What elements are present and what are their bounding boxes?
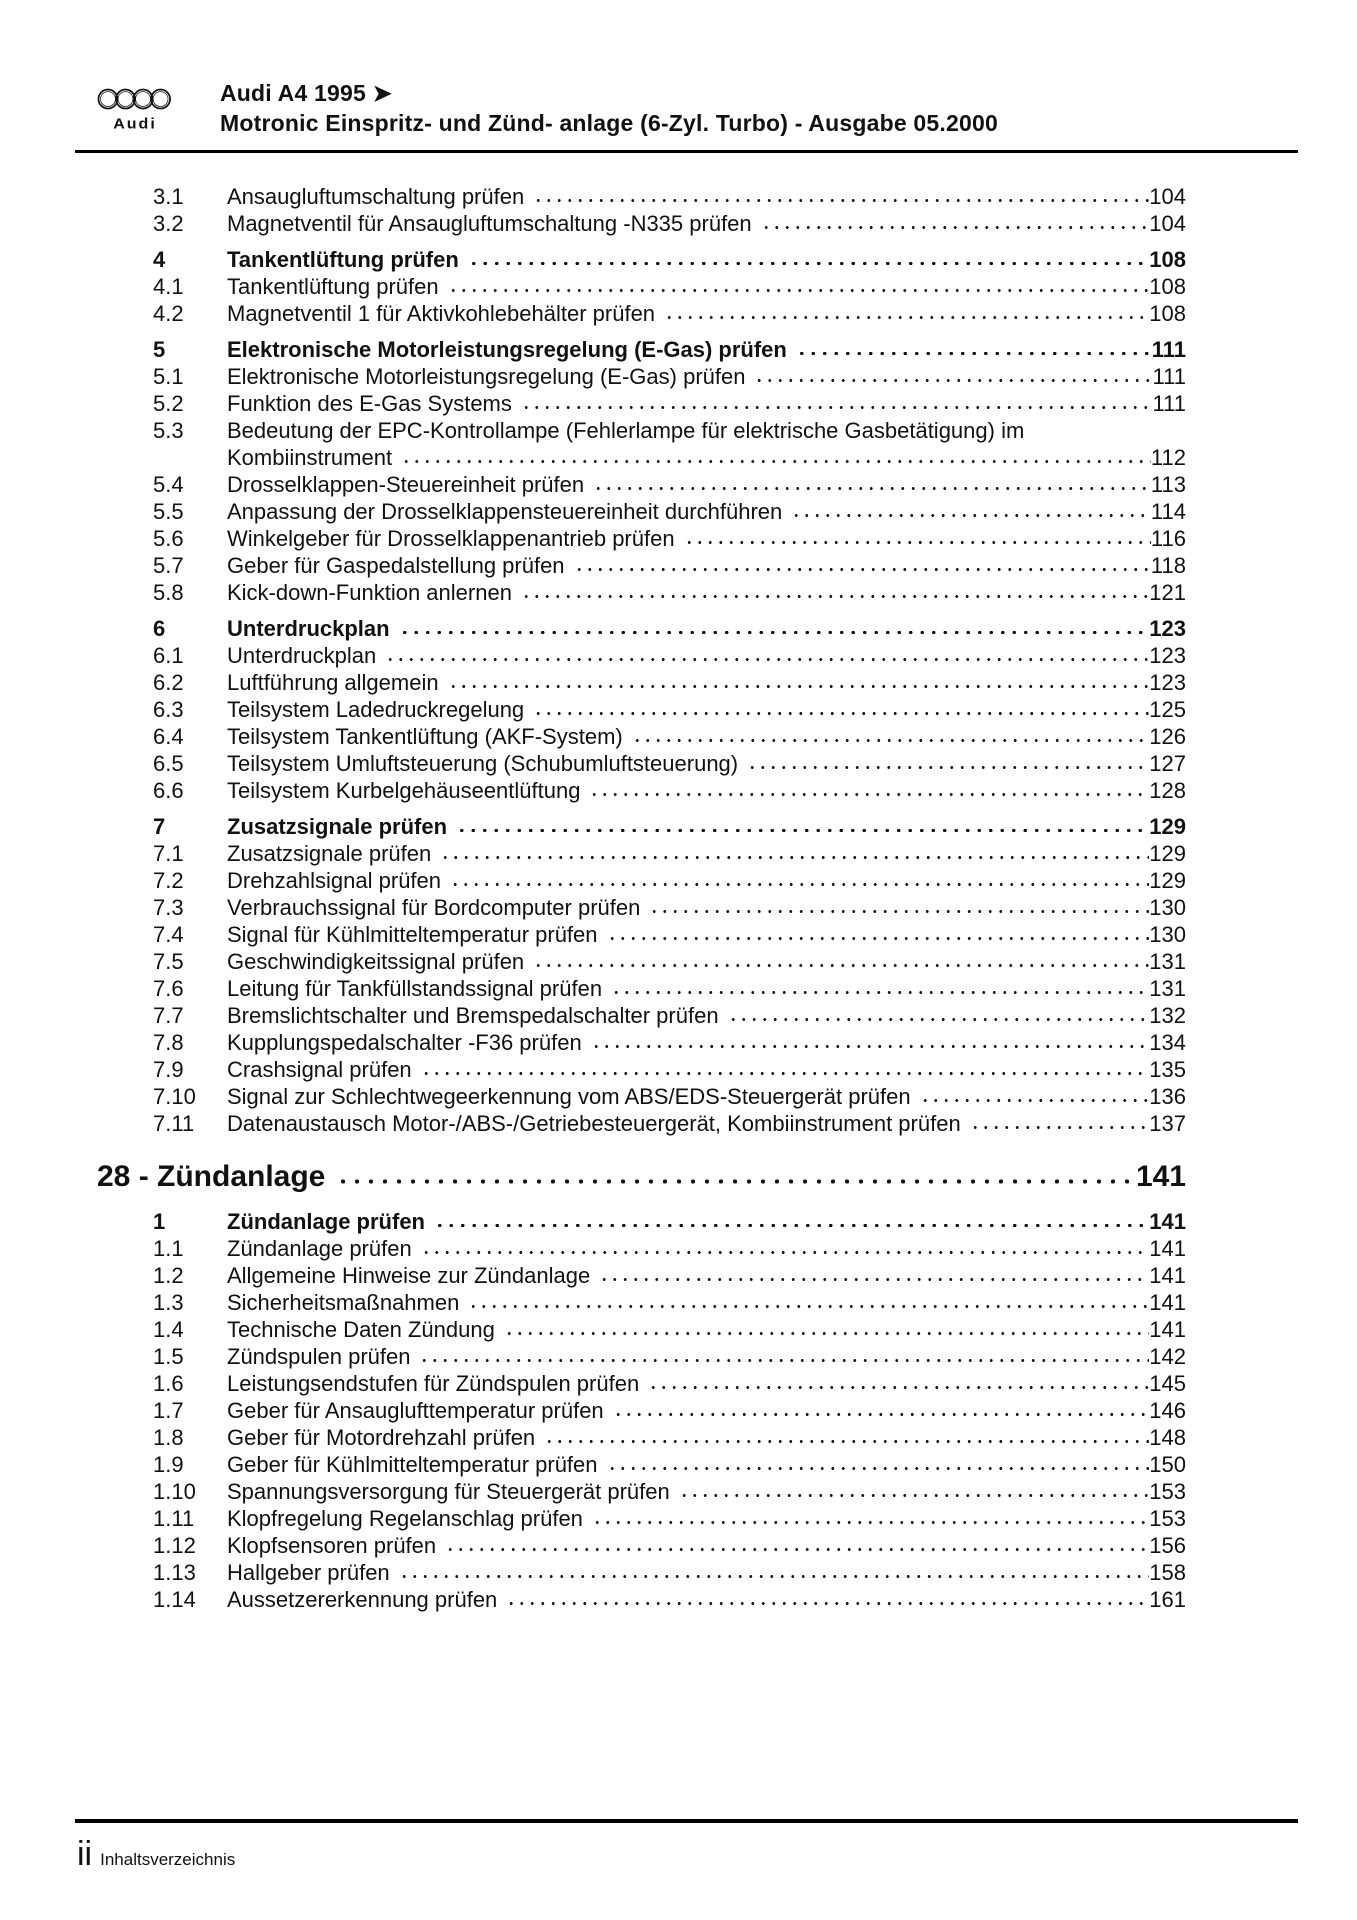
toc-row <box>0 390 1357 417</box>
toc-row <box>0 336 1357 363</box>
toc-entry-page: 112 <box>1150 445 1186 470</box>
toc-entry-page: 123 <box>1149 643 1186 668</box>
toc-entry-page: 148 <box>1149 1425 1186 1450</box>
toc-entry-title: Kick-down-Funktion anlernen <box>227 580 512 605</box>
toc-entry-title: Teilsystem Ladedruckregelung <box>227 697 525 722</box>
dot-leader <box>531 963 1149 969</box>
dot-leader <box>332 1178 1136 1186</box>
toc-entry-title: Sicherheitsmaßnahmen <box>227 1290 460 1315</box>
toc-row <box>0 1505 1357 1532</box>
toc-entry-title: Tankentlüftung prüfen <box>227 274 439 299</box>
toc-entry-title: Kombiinstrument <box>227 445 393 470</box>
dot-leader <box>419 1071 1150 1077</box>
toc-entry-title: Kupplungspedalschalter -F36 prüfen <box>227 1030 582 1055</box>
toc-entry-title: Leitung für Tankfüllstandssignal prüfen <box>227 976 603 1001</box>
dot-leader <box>647 909 1149 915</box>
toc-entry-number: 5.4 <box>153 472 184 497</box>
toc-entry-title: Geber für Ansauglufttemperatur prüfen <box>227 1398 604 1423</box>
toc-entry-title: Technische Daten Zündung <box>227 1317 495 1342</box>
toc-entry-title: Funktion des E-Gas Systems <box>227 391 512 416</box>
toc-entry-title: Bedeutung der EPC-Kontrollampe (Fehlerlampe für elektrische Gasbetätigung) im <box>227 418 1025 443</box>
toc-entry-page: 113 <box>1150 472 1186 497</box>
toc-entry-number: 6.5 <box>153 751 184 776</box>
dot-leader <box>399 459 1151 465</box>
toc-entry-number: 1.10 <box>153 1479 196 1504</box>
toc-entry-title: Aussetzererkennung prüfen <box>227 1587 498 1612</box>
dot-leader <box>597 1277 1149 1283</box>
footer-page-number: ii <box>77 1835 93 1873</box>
toc-entry-title: Winkelgeber für Drosselklappenantrieb prüfen <box>227 526 675 551</box>
toc-row <box>0 579 1357 606</box>
dot-leader <box>726 1017 1150 1023</box>
toc-entry-number: 7.3 <box>153 895 184 920</box>
dot-leader <box>383 657 1149 663</box>
toc-entry-number: 7.5 <box>153 949 184 974</box>
dot-leader <box>466 261 1149 267</box>
toc-entry-page: 131 <box>1149 976 1186 1001</box>
toc-entry-number: 1.1 <box>153 1236 184 1261</box>
toc-entry-number: 1.7 <box>153 1398 184 1423</box>
toc-entry-title: Ansaugluftumschaltung prüfen <box>227 184 525 209</box>
dot-leader <box>531 711 1149 717</box>
dot-leader <box>609 990 1149 996</box>
toc-entry-page: 121 <box>1149 580 1186 605</box>
toc-entry-page: 126 <box>1149 724 1186 749</box>
dot-leader <box>531 198 1149 204</box>
toc-entry-number: 4 <box>153 247 166 272</box>
toc-entry-title: Unterdruckplan <box>227 616 390 641</box>
dot-leader <box>419 1250 1150 1256</box>
dot-leader <box>466 1304 1149 1310</box>
dot-leader <box>591 486 1151 492</box>
toc-entry-title: 28 - Zündanlage <box>97 1160 326 1193</box>
toc-entry-page: 114 <box>1150 499 1186 524</box>
toc-entry-number: 4.2 <box>153 301 184 326</box>
dot-leader <box>759 225 1150 231</box>
toc-entry-title: Geber für Kühlmitteltemperatur prüfen <box>227 1452 598 1477</box>
toc-entry-title: Signal für Kühlmitteltemperatur prüfen <box>227 922 598 947</box>
toc-entry-page: 161 <box>1149 1587 1186 1612</box>
toc-entry-number: 5 <box>153 337 166 362</box>
toc-entry-number: 6.2 <box>153 670 184 695</box>
toc-row <box>0 1424 1357 1451</box>
toc-entry-title: Hallgeber prüfen <box>227 1560 390 1585</box>
dot-leader <box>794 351 1152 357</box>
toc-entry-number: 3.2 <box>153 211 184 236</box>
toc-row <box>0 210 1357 237</box>
dot-leader <box>611 1412 1150 1418</box>
dot-leader <box>454 828 1149 834</box>
toc-entry-page: 156 <box>1149 1533 1186 1558</box>
dot-leader <box>443 1547 1149 1553</box>
toc-entry-page: 146 <box>1149 1398 1186 1423</box>
dot-leader <box>504 1601 1149 1607</box>
toc-entry-number: 4.1 <box>153 274 184 299</box>
dot-leader <box>605 936 1150 942</box>
toc-row <box>0 1478 1357 1505</box>
toc-row <box>0 1056 1357 1083</box>
toc-entry-number: 1.8 <box>153 1425 184 1450</box>
toc-entry-title: Elektronische Motorleistungsregelung (E-Gas) prüfen <box>227 337 787 362</box>
toc-entry-page: 135 <box>1149 1057 1186 1082</box>
toc-entry-title: Bremslichtschalter und Bremspedalschalter prüfen <box>227 1003 719 1028</box>
toc-entry-page: 136 <box>1149 1084 1186 1109</box>
toc-entry-number: 1.6 <box>153 1371 184 1396</box>
toc-row <box>0 1029 1357 1056</box>
toc-entry-page: 141 <box>1149 1290 1186 1315</box>
toc-entry-number: 5.6 <box>153 526 184 551</box>
toc-entry-number: 1.12 <box>153 1533 196 1558</box>
toc-row <box>0 1083 1357 1110</box>
dot-leader <box>752 378 1152 384</box>
toc-entry-title: Magnetventil für Ansaugluftumschaltung -N335 prüfen <box>227 211 752 236</box>
toc-entry-title: Anpassung der Drosselklappensteuereinheit durchführen <box>227 499 783 524</box>
toc-entry-page: 153 <box>1149 1506 1186 1531</box>
toc-entry-number: 5.2 <box>153 391 184 416</box>
toc-entry-title: Luftführung allgemein <box>227 670 439 695</box>
toc-entry-title: Magnetventil 1 für Aktivkohlebehälter prüfen <box>227 301 656 326</box>
toc-row <box>0 669 1357 696</box>
dot-leader <box>605 1466 1150 1472</box>
toc-entry-page: 141 <box>1149 1263 1186 1288</box>
toc-entry-title: Klopfsensoren prüfen <box>227 1533 437 1558</box>
toc-row <box>0 1208 1357 1235</box>
toc-row <box>0 183 1357 210</box>
toc-row <box>0 273 1357 300</box>
dot-leader <box>448 882 1149 888</box>
toc-row <box>0 1289 1357 1316</box>
toc-entry-title: Spannungsversorgung für Steuergerät prüfen <box>227 1479 670 1504</box>
toc-entry-title: Drosselklappen-Steuereinheit prüfen <box>227 472 585 497</box>
toc-entry-title: Tankentlüftung prüfen <box>227 247 459 272</box>
toc-row <box>0 777 1357 804</box>
toc-entry-number: 1.14 <box>153 1587 196 1612</box>
toc-entry-title: Geber für Gaspedalstellung prüfen <box>227 553 565 578</box>
toc-entry-page: 137 <box>1149 1111 1186 1136</box>
toc-entry-page: 134 <box>1149 1030 1186 1055</box>
dot-leader <box>745 765 1149 771</box>
toc-entry-page: 111 <box>1152 364 1186 389</box>
dot-leader <box>662 315 1149 321</box>
toc-entry-number: 7.11 <box>153 1111 195 1136</box>
toc-entry-page: 153 <box>1149 1479 1186 1504</box>
toc-entry-title: Verbrauchssignal für Bordcomputer prüfen <box>227 895 641 920</box>
header-titles <box>220 78 1300 138</box>
toc-entry-page: 123 <box>1149 616 1186 641</box>
toc-row <box>0 498 1357 525</box>
toc-row <box>0 642 1357 669</box>
footer-divider <box>75 1819 1298 1823</box>
toc-entry-number: 1.11 <box>153 1506 195 1531</box>
header-title-line1: Audi A4 1995 ➤ <box>220 80 393 106</box>
toc-row <box>0 552 1357 579</box>
toc-row <box>0 813 1357 840</box>
toc-entry-number: 6.3 <box>153 697 184 722</box>
toc-row <box>0 1262 1357 1289</box>
dot-leader <box>677 1493 1150 1499</box>
audi-logo <box>95 86 175 134</box>
toc-entry-number: 7.4 <box>153 922 184 947</box>
toc-entry-page: 128 <box>1149 778 1186 803</box>
footer-label: Inhaltsverzeichnis <box>100 1850 236 1869</box>
toc-entry-page: 141 <box>1149 1317 1186 1342</box>
toc-entry-title: Zusatzsignale prüfen <box>227 814 448 839</box>
toc-entry-number: 1 <box>153 1209 166 1234</box>
page-footer <box>77 1836 235 1872</box>
toc-entry-title: Klopfregelung Regelanschlag prüfen <box>227 1506 583 1531</box>
toc-entry-page: 127 <box>1149 751 1186 776</box>
toc-entry-page: 132 <box>1149 1003 1186 1028</box>
toc-entry-number: 1.3 <box>153 1290 184 1315</box>
toc-row <box>0 1586 1357 1613</box>
toc-chapter-row <box>0 1155 1357 1199</box>
toc-entry-number: 5.8 <box>153 580 184 605</box>
dot-leader <box>590 1520 1149 1526</box>
toc-entry-page: 129 <box>1149 841 1186 866</box>
toc-entry-page: 129 <box>1149 868 1186 893</box>
toc-entry-title: Zündanlage prüfen <box>227 1209 425 1234</box>
toc-entry-title: Leistungsendstufen für Zündspulen prüfen <box>227 1371 640 1396</box>
toc-row <box>0 840 1357 867</box>
dot-leader <box>572 567 1151 573</box>
toc-row <box>0 417 1357 444</box>
dot-leader <box>446 288 1150 294</box>
toc-entry-number: 7.7 <box>153 1003 184 1028</box>
toc-row <box>0 1002 1357 1029</box>
toc-entry-number: 5.3 <box>153 418 184 443</box>
dot-leader <box>397 630 1150 636</box>
toc-entry-page: 141 <box>1149 1209 1186 1234</box>
dot-leader <box>968 1125 1150 1131</box>
dot-leader <box>502 1331 1149 1337</box>
toc-entry-number: 6 <box>153 616 166 641</box>
toc-entry-page: 108 <box>1149 301 1186 326</box>
toc-row <box>0 1316 1357 1343</box>
toc-entry-page: 130 <box>1149 922 1186 947</box>
toc-entry-title: Drehzahlsignal prüfen <box>227 868 442 893</box>
dot-leader <box>542 1439 1149 1445</box>
toc-entry-page: 111 <box>1151 337 1186 362</box>
toc-row <box>0 471 1357 498</box>
dot-leader <box>432 1223 1149 1229</box>
toc-entry-number: 6.1 <box>153 643 184 668</box>
toc-entry-page: 158 <box>1149 1560 1186 1585</box>
toc-row <box>0 1235 1357 1262</box>
toc-entry-title: Geber für Motordrehzahl prüfen <box>227 1425 536 1450</box>
toc-entry-number: 1.9 <box>153 1452 184 1477</box>
dot-leader <box>918 1098 1150 1104</box>
toc-row <box>0 867 1357 894</box>
header-divider <box>75 150 1298 153</box>
toc-row <box>0 975 1357 1002</box>
toc-entry-number: 7.9 <box>153 1057 184 1082</box>
toc-entry-title: Teilsystem Tankentlüftung (AKF-System) <box>227 724 623 749</box>
dot-leader <box>446 684 1150 690</box>
toc-entry-number: 7.1 <box>153 841 184 866</box>
toc-row <box>0 1110 1357 1137</box>
toc-entry-page: 141 <box>1135 1160 1186 1193</box>
toc-entry-title: Geschwindigkeitssignal prüfen <box>227 949 525 974</box>
toc-entry-page: 108 <box>1149 247 1186 272</box>
toc-row <box>0 1397 1357 1424</box>
toc-row <box>0 300 1357 327</box>
toc-entry-title: Allgemeine Hinweise zur Zündanlage <box>227 1263 591 1288</box>
toc-row <box>0 723 1357 750</box>
toc-row <box>0 1559 1357 1586</box>
toc-entry-title: Unterdruckplan <box>227 643 377 668</box>
dot-leader <box>646 1385 1149 1391</box>
toc-entry-number: 7.6 <box>153 976 184 1001</box>
audi-rings-icon <box>97 86 173 115</box>
toc-entry-page: 130 <box>1149 895 1186 920</box>
brand-wordmark: Audi <box>113 116 157 133</box>
toc-row <box>0 615 1357 642</box>
toc-entry-number: 6.4 <box>153 724 184 749</box>
toc-row <box>0 1370 1357 1397</box>
toc-row <box>0 948 1357 975</box>
toc-entry-title: Teilsystem Kurbelgehäuseentlüftung <box>227 778 581 803</box>
toc-entry-number: 5.5 <box>153 499 184 524</box>
toc-entry-number: 1.13 <box>153 1560 196 1585</box>
toc-entry-title: Zündspulen prüfen <box>227 1344 411 1369</box>
dot-leader <box>438 855 1149 861</box>
toc-entry-title: Datenaustausch Motor-/ABS-/Getriebesteuergerät, Kombiinstrument prüfen <box>227 1111 961 1136</box>
dot-leader <box>417 1358 1149 1364</box>
toc-row <box>0 246 1357 273</box>
dot-leader <box>630 738 1150 744</box>
toc-entry-page: 129 <box>1149 814 1186 839</box>
dot-leader <box>519 405 1153 411</box>
toc-entry-number: 1.4 <box>153 1317 184 1342</box>
toc <box>0 183 1357 1613</box>
dot-leader <box>589 1044 1150 1050</box>
toc-entry-page: 118 <box>1150 553 1186 578</box>
dot-leader <box>789 513 1151 519</box>
toc-entry-title: Zusatzsignale prüfen <box>227 841 432 866</box>
toc-entry-title: Zündanlage prüfen <box>227 1236 412 1261</box>
page-header <box>95 78 1300 138</box>
toc-entry-number: 3.1 <box>153 184 184 209</box>
toc-entry-page: 142 <box>1149 1344 1186 1369</box>
dot-leader <box>397 1574 1150 1580</box>
toc-entry-title: Elektronische Motorleistungsregelung (E-Gas) prüfen <box>227 364 746 389</box>
toc-entry-page: 150 <box>1149 1452 1186 1477</box>
toc-entry-page: 141 <box>1149 1236 1186 1261</box>
toc-row <box>0 696 1357 723</box>
toc-row-continuation <box>0 444 1357 471</box>
toc-entry-page: 116 <box>1150 526 1186 551</box>
toc-entry-page: 104 <box>1149 211 1186 236</box>
toc-entry-number: 1.5 <box>153 1344 184 1369</box>
toc-row <box>0 1343 1357 1370</box>
toc-entry-page: 125 <box>1149 697 1186 722</box>
toc-entry-title: Teilsystem Umluftsteuerung (Schubumluftsteuerung) <box>227 751 739 776</box>
toc-entry-title: Signal zur Schlechtwegeerkennung vom ABS/EDS-Steuergerät prüfen <box>227 1084 911 1109</box>
dot-leader <box>519 594 1149 600</box>
toc-entry-number: 7.10 <box>153 1084 196 1109</box>
toc-entry-page: 123 <box>1149 670 1186 695</box>
toc-entry-page: 111 <box>1152 391 1186 416</box>
dot-leader <box>587 792 1149 798</box>
toc-row <box>0 921 1357 948</box>
toc-entry-number: 6.6 <box>153 778 184 803</box>
toc-entry-number: 5.7 <box>153 553 184 578</box>
toc-row <box>0 363 1357 390</box>
toc-entry-page: 108 <box>1149 274 1186 299</box>
toc-entry-number: 1.2 <box>153 1263 184 1288</box>
toc-entry-number: 7 <box>153 814 166 839</box>
toc-entry-number: 7.8 <box>153 1030 184 1055</box>
header-title-line2: Motronic Einspritz- und Zünd- anlage (6-Zyl. Turbo) - Ausgabe 05.2000 <box>220 110 998 136</box>
toc-row <box>0 750 1357 777</box>
toc-entry-page: 104 <box>1149 184 1186 209</box>
toc-entry-page: 131 <box>1149 949 1186 974</box>
toc-row <box>0 1532 1357 1559</box>
toc-entry-title: Crashsignal prüfen <box>227 1057 412 1082</box>
dot-leader <box>682 540 1151 546</box>
toc-entry-number: 5.1 <box>153 364 184 389</box>
toc-entry-number: 7.2 <box>153 868 184 893</box>
toc-entry-page: 145 <box>1149 1371 1186 1396</box>
toc-row <box>0 525 1357 552</box>
toc-row <box>0 894 1357 921</box>
toc-row <box>0 1451 1357 1478</box>
